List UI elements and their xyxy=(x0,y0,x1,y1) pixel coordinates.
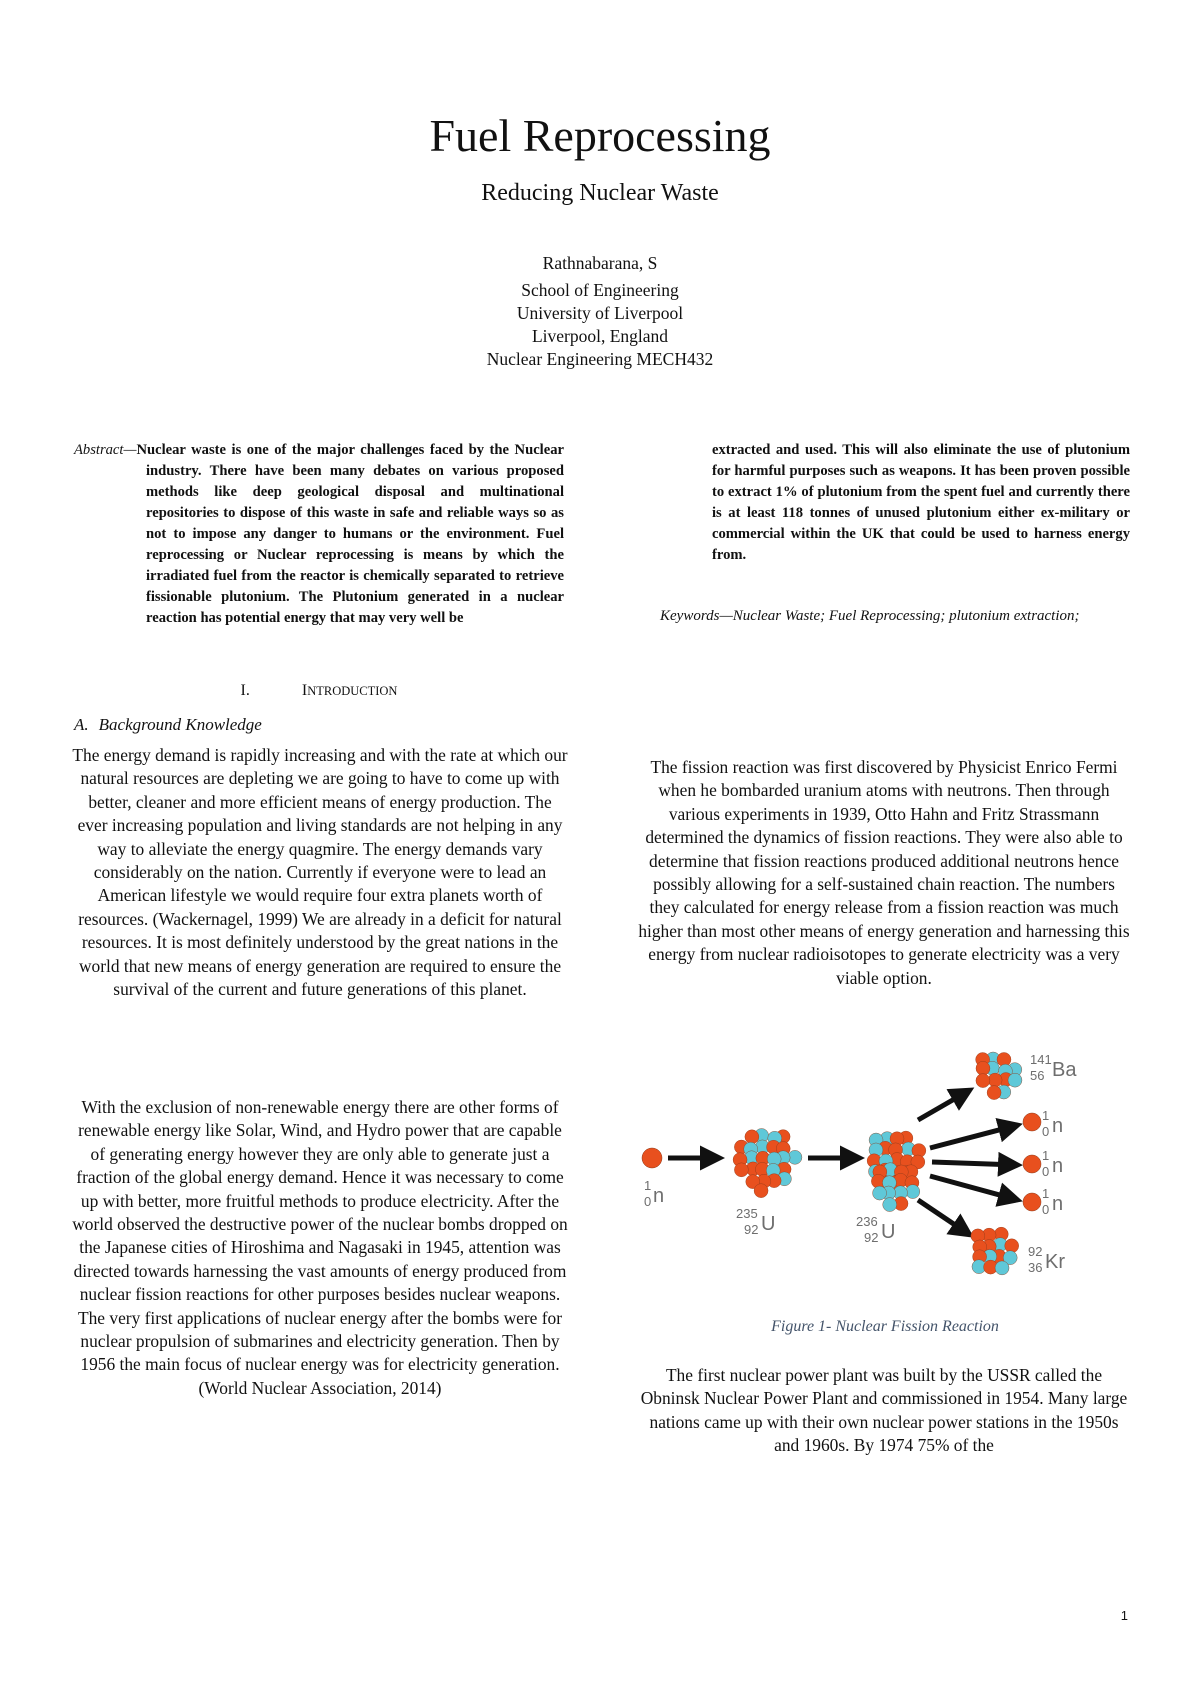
label-symbol: n xyxy=(1052,1115,1064,1137)
author-affiliation-line: University of Liverpool xyxy=(516,303,684,323)
keywords: Keywords—Nuclear Waste; Fuel Reprocessing; plutonium extraction; xyxy=(660,608,1080,624)
abstract-left-column xyxy=(74,440,564,629)
label-atomic: 0 xyxy=(1042,1164,1050,1179)
barium-141-nucleus xyxy=(976,1052,1022,1100)
arrow-to-krypton xyxy=(918,1200,970,1235)
author-name: Rathnabarana, S xyxy=(542,253,658,273)
label-atomic: 0 xyxy=(1042,1124,1050,1139)
nucleon xyxy=(906,1185,920,1199)
label-symbol: Ba xyxy=(1052,1059,1077,1081)
section-title-rest: NTRODUCTION xyxy=(307,684,398,698)
uranium-236-nucleus xyxy=(867,1131,926,1212)
label-u235 xyxy=(736,1206,775,1237)
author-affiliation-line: Nuclear Engineering MECH432 xyxy=(486,349,714,369)
nucleon xyxy=(873,1186,887,1200)
author-block xyxy=(0,252,1200,371)
paragraph-fission-discovery: The fission reaction was first discovered by Physicist Enrico Fermi when he bombarded uranium atoms with neutrons. Then through various experiments in 1939, Otto Hahn and Fritz Strassmann determined the dynamics of fission reactions. They were also able to determine that fission reactions produced additional neutrons hence possibly allowing for a self-sustained chain reaction. The numbers they calculated for energy release from a fission reaction was much higher than most other means of energy generation and harnessing this energy from nuclear radioisotopes to generate electricity was a very viable option. xyxy=(638,757,1130,988)
arrow-to-neutron-2 xyxy=(932,1162,1018,1165)
label-u236 xyxy=(856,1214,895,1245)
neutron-sphere xyxy=(1023,1113,1041,1131)
label-mass: 1 xyxy=(644,1178,652,1193)
label-mass: 92 xyxy=(1028,1244,1043,1259)
arrow-to-barium xyxy=(918,1090,970,1120)
label-neutron-out-1 xyxy=(1042,1108,1063,1139)
label-symbol: n xyxy=(653,1185,665,1207)
label-neutron-in xyxy=(644,1178,664,1209)
label-mass: 1 xyxy=(1042,1108,1050,1123)
nucleon xyxy=(976,1074,990,1088)
neutron-particle-outgoing xyxy=(1023,1155,1041,1173)
nucleon xyxy=(734,1163,748,1177)
label-neutron-out-2 xyxy=(1042,1148,1063,1179)
label-mass: 235 xyxy=(736,1206,758,1221)
neutron-sphere xyxy=(1023,1155,1041,1173)
uranium-235-nucleus xyxy=(733,1129,802,1198)
nucleon xyxy=(1008,1073,1022,1087)
author-affiliation-line: School of Engineering xyxy=(521,280,679,300)
neutron-particle-outgoing xyxy=(1023,1193,1041,1211)
paragraph-first-power-plant: The first nuclear power plant was built by the USSR called the Obninsk Nuclear Power Plant and commissioned in 1954. Many large nations came up with their own nuclear power stations in the 1950s and 1960s. By 1974 75% of the xyxy=(640,1365,1128,1456)
label-atomic: 92 xyxy=(864,1230,879,1245)
section-title xyxy=(302,682,398,699)
arrow-to-neutron-3 xyxy=(930,1176,1018,1200)
subsection-letter: A. xyxy=(74,715,89,734)
nucleon xyxy=(987,1086,1001,1100)
section-heading-introduction xyxy=(74,680,564,702)
section-number: I. xyxy=(240,682,250,699)
abstract-label: Abstract— xyxy=(74,442,137,458)
nucleon xyxy=(745,1130,759,1144)
label-atomic: 0 xyxy=(644,1194,652,1209)
nucleon xyxy=(754,1184,768,1198)
label-krypton xyxy=(1028,1244,1065,1275)
paper-subtitle: Reducing Nuclear Waste xyxy=(481,180,719,206)
label-neutron-out-3 xyxy=(1042,1186,1063,1217)
section-title-initial: I xyxy=(301,682,308,699)
label-atomic: 36 xyxy=(1028,1260,1043,1275)
paper-title: Fuel Reprocessing xyxy=(429,110,771,161)
subsection-title: Background Knowledge xyxy=(98,715,262,734)
label-mass: 236 xyxy=(856,1214,878,1229)
label-mass: 141 xyxy=(1030,1052,1052,1067)
label-barium xyxy=(1030,1052,1077,1083)
figure-caption: Figure 1- Nuclear Fission Reaction xyxy=(771,1318,999,1335)
arrow-to-neutron-1 xyxy=(930,1125,1018,1148)
label-symbol: U xyxy=(761,1213,776,1235)
author-affiliation-line: Liverpool, England xyxy=(531,326,669,346)
subsection-heading xyxy=(74,714,262,736)
label-symbol: n xyxy=(1052,1193,1064,1215)
abstract-right-column: extracted and used. This will also eliminate the use of plutonium for harmful purposes such as weapons. It has been proven possible to extract 1% of plutonium from the spent fuel and currently there is at least 118 tonnes of unused plutonium either ex-military or commercial within the UK that could be used to harness energy from. xyxy=(712,442,1130,563)
label-symbol: U xyxy=(881,1221,896,1243)
paragraph-background-1: The energy demand is rapidly increasing and with the rate at which our natural resources are depleting we are going to have to come up with better, cleaner and more efficient means of energy production. The ever increasing population and living standards are not helping in any way to alleviate the energy quagmire. The energy demands vary considerably on the nation. Currently if everyone were to lead an American lifestyle we would require four extra planets worth of resources. (Wackernagel, 1999) We are already in a deficit for natural resources. It is most definitely understood by the great nations in the world that new means of energy generation are required to ensure the survival of the current and future generations of this planet. xyxy=(72,745,568,1000)
neutron-particle-incoming xyxy=(642,1148,662,1168)
label-symbol: n xyxy=(1052,1155,1064,1177)
label-atomic: 56 xyxy=(1030,1068,1045,1083)
label-atomic: 92 xyxy=(744,1222,759,1237)
page-number: 1 xyxy=(1120,1608,1128,1623)
label-mass: 1 xyxy=(1042,1148,1050,1163)
nucleon xyxy=(995,1261,1009,1275)
label-symbol: Kr xyxy=(1045,1251,1065,1273)
neutron-sphere xyxy=(1023,1193,1041,1211)
label-atomic: 0 xyxy=(1042,1202,1050,1217)
nucleon xyxy=(976,1061,990,1075)
label-mass: 1 xyxy=(1042,1186,1050,1201)
krypton-92-nucleus xyxy=(971,1227,1019,1275)
nucleon xyxy=(988,1073,1002,1087)
neutron-particle-outgoing xyxy=(1023,1113,1041,1131)
nucleon xyxy=(883,1198,897,1212)
abstract-text-left: Nuclear waste is one of the major challenges faced by the Nuclear industry. There have been many debates on various proposed methods like deep geological disposal and multinational repositories to dispose of this waste in safe and reliable ways so as not to impose any danger to humans or the environment. Fuel reprocessing or Nuclear reprocessing is means by which the irradiated fuel from the reactor is chemically separated to retrieve fissionable plutonium. The Plutonium generated in a nuclear reaction has potential energy that may very well be xyxy=(136,442,564,626)
fission-reaction-figure xyxy=(640,1040,1140,1290)
paragraph-background-2: With the exclusion of non-renewable energy there are other forms of renewable energy like Solar, Wind, and Hydro power that are capable of generating energy however they are only able to generate just a fraction of the global energy demand. Hence it was necessary to come up with better, more fruitful methods to produce electricity. After the world observed the destructive power of the nuclear bombs dropped on the Japanese cities of Hiroshima and Nagasaki in 1945, attention was directed towards harnessing the vast amounts of energy produced from nuclear fission reactions for other purposes besides nuclear weapons. The very first applications of nuclear energy after the bombs were for nuclear propulsion of submarines and electricity generation. Then by 1956 the main focus of nuclear energy was for electricity generation. (World Nuclear Association, 2014) xyxy=(72,1097,568,1398)
neutron-sphere xyxy=(642,1148,662,1168)
